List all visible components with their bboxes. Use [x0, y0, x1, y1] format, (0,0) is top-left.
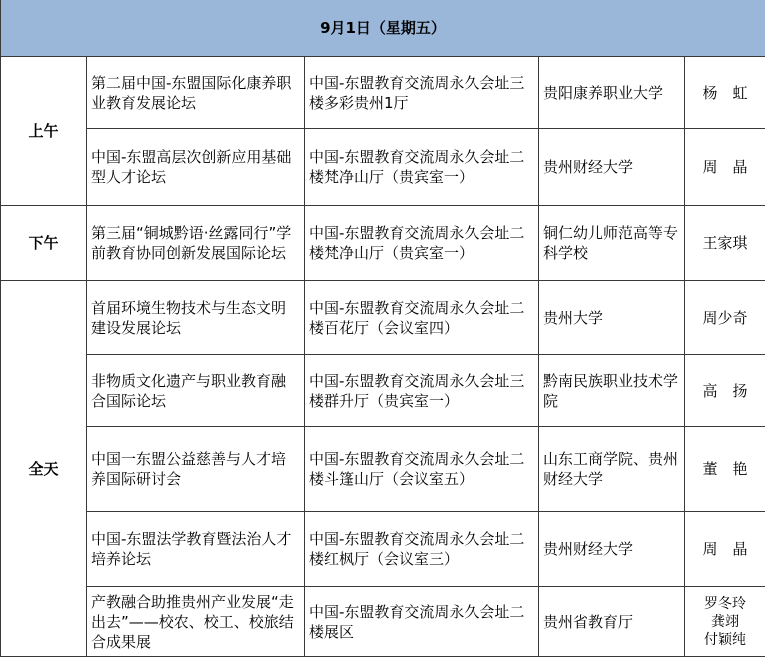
contact-person: 周少奇 [685, 281, 765, 355]
venue: 中国-东盟教育交流周永久会址三楼群升厅（贵宾室一） [305, 355, 539, 427]
contact-person: 高 扬 [685, 355, 765, 427]
venue: 中国-东盟教育交流周永久会址三楼多彩贵州1厅 [305, 57, 539, 129]
forum-name: 第三届“铜城黔语·丝露同行”学前教育协同创新发展国际论坛 [87, 206, 305, 281]
contact-person: 王家琪 [685, 206, 765, 281]
organizer: 铜仁幼儿师范高等专科学校 [539, 206, 685, 281]
table-row [1, 427, 765, 512]
contact-person: 周 晶 [685, 512, 765, 587]
contact-persons [685, 587, 765, 657]
venue: 中国-东盟教育交流周永久会址二楼斗篷山厅（会议室五） [305, 427, 539, 512]
title-row [1, 0, 765, 57]
period-afternoon: 下午 [1, 206, 87, 281]
forum-name: 中国-东盟高层次创新应用基础型人才论坛 [87, 129, 305, 206]
contact-person: 付颖纯 [685, 631, 765, 649]
forum-name: 中国-东盟法学教育暨法治人才培养论坛 [87, 512, 305, 587]
organizer: 贵州大学 [539, 281, 685, 355]
forum-name: 中国一东盟公益慈善与人才培养国际研讨会 [87, 427, 305, 512]
contact-person: 杨 虹 [685, 57, 765, 129]
table-row [1, 57, 765, 129]
contact-person: 董 艳 [685, 427, 765, 512]
organizer: 贵州财经大学 [539, 512, 685, 587]
venue: 中国-东盟教育交流周永久会址二楼展区 [305, 587, 539, 657]
venue: 中国-东盟教育交流周永久会址二楼梵净山厅（贵宾室一） [305, 206, 539, 281]
organizer: 贵州财经大学 [539, 129, 685, 206]
forum-name: 产教融合助推贵州产业发展“走出去”——校农、校工、校旅结合成果展 [87, 587, 305, 657]
forum-name: 第二届中国-东盟国际化康养职业教育发展论坛 [87, 57, 305, 129]
forum-name: 非物质文化遗产与职业教育融合国际论坛 [87, 355, 305, 427]
organizer: 贵州省教育厅 [539, 587, 685, 657]
organizer: 黔南民族职业技术学院 [539, 355, 685, 427]
organizer: 贵阳康养职业大学 [539, 57, 685, 129]
table-row [1, 355, 765, 427]
table-row [1, 281, 765, 355]
table-row [1, 512, 765, 587]
period-all-day: 全天 [1, 281, 87, 657]
table-row [1, 587, 765, 657]
venue: 中国-东盟教育交流周永久会址二楼梵净山厅（贵宾室一） [305, 129, 539, 206]
venue: 中国-东盟教育交流周永久会址二楼红枫厅（会议室三） [305, 512, 539, 587]
table-row [1, 206, 765, 281]
forum-name: 首届环境生物技术与生态文明建设发展论坛 [87, 281, 305, 355]
organizer: 山东工商学院、贵州财经大学 [539, 427, 685, 512]
date-title: 9月1日（星期五） [1, 0, 765, 57]
table-row [1, 129, 765, 206]
contact-person: 周 晶 [685, 129, 765, 206]
contact-person: 罗冬玲 [685, 595, 765, 613]
venue: 中国-东盟教育交流周永久会址二楼百花厅（会议室四） [305, 281, 539, 355]
contact-person: 龚翊 [685, 613, 765, 631]
period-morning: 上午 [1, 57, 87, 206]
